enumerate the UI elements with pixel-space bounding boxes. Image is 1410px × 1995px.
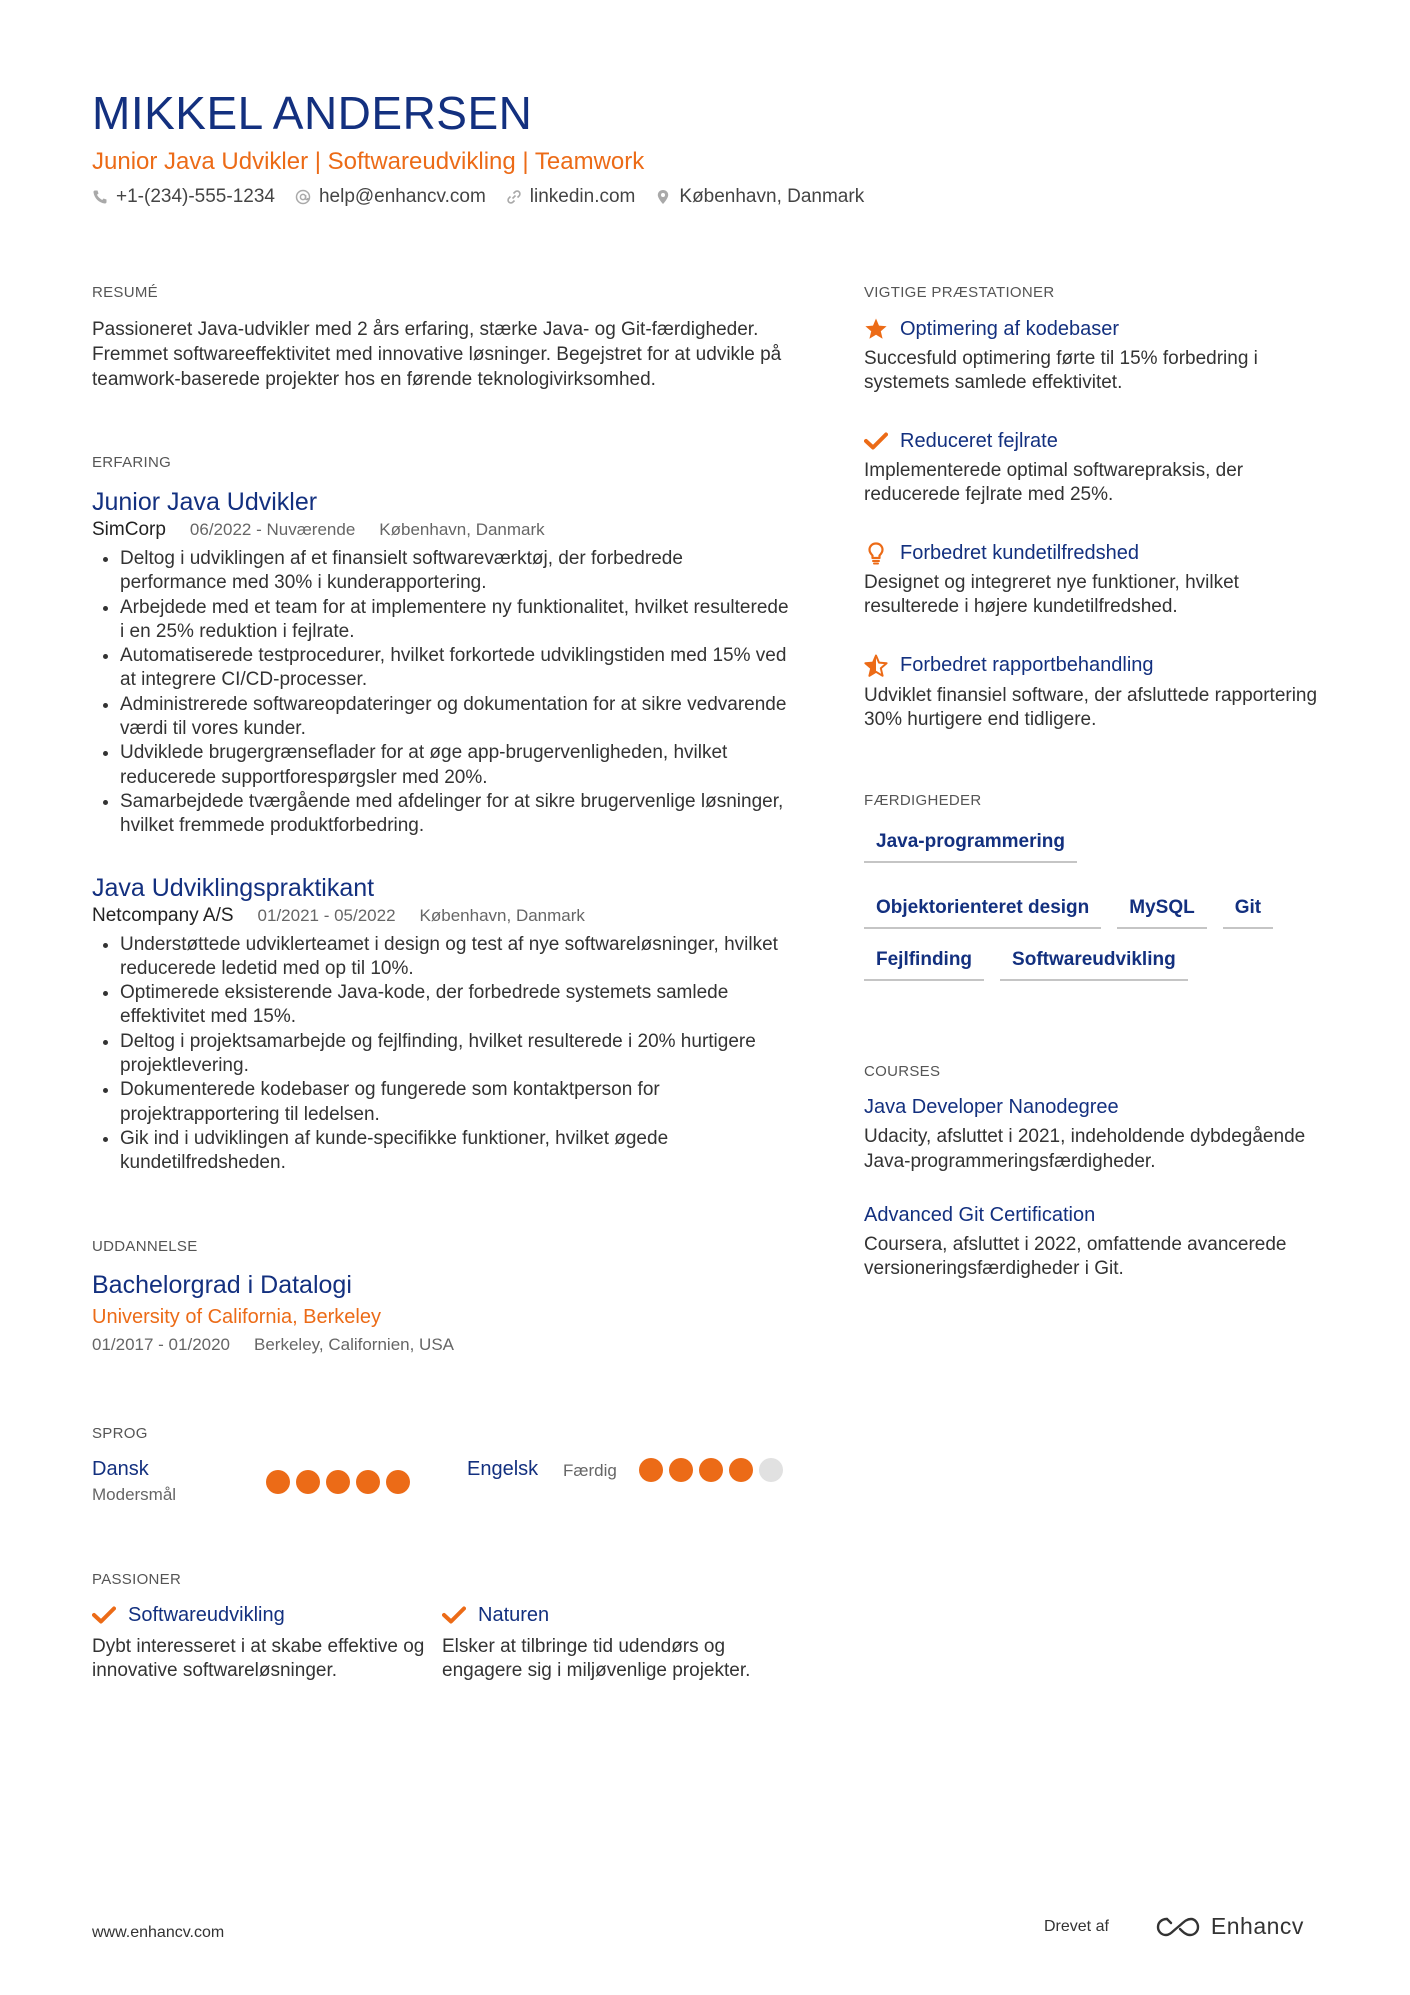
brand-name: Enhancv — [1210, 1913, 1304, 1939]
skill-tag: Fejlfinding — [864, 943, 984, 981]
rating-dot-empty — [759, 1458, 783, 1482]
achievement-text: Succesfuld optimering førte til 15% forbedring i systemets samlede effektivitet. — [864, 348, 1258, 394]
passions-section — [92, 1571, 792, 1684]
languages-title: SPROG — [92, 1424, 148, 1442]
languages-section — [92, 1425, 792, 1505]
course-item — [864, 1204, 1334, 1282]
achievement-head — [864, 541, 1334, 565]
courses-title: COURSES — [864, 1063, 941, 1081]
edu-school: University of California, Berkeley — [92, 1305, 381, 1328]
contact-location — [655, 186, 864, 208]
rating-dot-filled — [326, 1470, 350, 1494]
rating-dot-filled — [669, 1458, 693, 1482]
summary-text: Passioneret Java-udvikler med 2 års erfaring, stærke Java- og Git-færdigheder. Fremmet softwareeffektivitet med innovative løsninger. Begejstret for at udvikle på teamwork-baserede projekter hos en førende teknologivirksomhed. — [92, 319, 782, 390]
job-meta — [92, 905, 792, 927]
achievement-text: Udviklet finansiel software, der afsluttede rapportering 30% hurtigere end tidligere. — [864, 684, 1318, 731]
language-list — [92, 1458, 792, 1505]
summary-title: RESUMÉ — [92, 284, 158, 301]
contact-email[interactable] — [295, 186, 486, 208]
passion-item — [92, 1604, 442, 1684]
phone-icon — [92, 189, 108, 205]
passion-list — [92, 1604, 792, 1684]
education-section — [92, 1238, 792, 1355]
achievement-title: Forbedret kundetilfredshed — [900, 541, 1140, 564]
achievement-title: Forbedret rapportbehandling — [900, 654, 1154, 677]
job-role: Java Udviklingspraktikant — [92, 873, 375, 902]
achievements-section — [864, 284, 1334, 732]
achievement-title: Optimering af kodebaser — [900, 317, 1120, 340]
skill-tag: Java-programmering — [864, 825, 1077, 863]
job-bullet: • Deltog i projektsamarbejde og fejlfinding, hvilket resulterede i 20% hurtigere projektlevering. — [120, 1030, 792, 1079]
job-dates: 01/2021 - 05/2022 — [257, 905, 396, 925]
passion-text: Elsker at tilbringe tid udendørs og engagere sig i miljøvenlige projekter. — [442, 1635, 751, 1681]
skill-list — [864, 825, 1334, 981]
footer-website[interactable]: www.enhancv.com — [92, 1924, 225, 1941]
job-bullets — [92, 547, 792, 839]
location-text: København, Danmark — [679, 186, 865, 207]
email-text: help@enhancv.com — [318, 186, 486, 207]
achievement-item — [864, 430, 1334, 508]
job-bullets — [92, 933, 792, 1176]
achievement-head — [864, 317, 1334, 341]
experience-title: ERFARING — [92, 454, 172, 471]
job-bullet: • Automatiserede testprocedurer, hvilket forkortede udviklingstiden med 15% ved at integrere CI/CD-processer. — [120, 644, 792, 693]
achievement-head — [864, 430, 1334, 453]
headline: Junior Java Udvikler | Softwareudvikling | Teamwork — [92, 148, 645, 175]
linkedin-text: linkedin.com — [529, 186, 636, 207]
edu-meta — [92, 1335, 792, 1355]
skill-tag: Objektorienteret design — [864, 891, 1101, 929]
rating-dot-filled — [639, 1458, 663, 1482]
edu-degree: Bachelorgrad i Datalogi — [92, 1270, 352, 1299]
course-text: Udacity, afsluttet i 2021, indeholdende dybdegående Java-programmeringsfærdigheder. — [864, 1126, 1306, 1172]
check-icon — [442, 1606, 466, 1624]
language-rating — [639, 1458, 783, 1482]
job-location: København, Danmark — [379, 520, 545, 539]
star-half-icon — [864, 654, 888, 678]
job-entry — [92, 487, 792, 839]
candidate-name: MIKKEL ANDERSEN — [92, 87, 533, 139]
summary-section — [92, 284, 792, 392]
course-title: Advanced Git Certification — [864, 1203, 1096, 1226]
contact-phone[interactable] — [92, 186, 275, 208]
check-icon — [864, 431, 888, 451]
powered-by-text: Drevet af — [1044, 1917, 1109, 1935]
language-rating — [266, 1470, 410, 1494]
job-company: Netcompany A/S — [92, 904, 234, 926]
enhancv-logo-icon — [1155, 1915, 1201, 1939]
footer-branding — [1044, 1913, 1304, 1940]
passion-title: Naturen — [478, 1603, 550, 1626]
achievement-item — [864, 541, 1334, 620]
job-bullet: • Udviklede brugergrænseflader for at øge app-brugervenligheden, hvilket reducerede supportforespørgsler med 20%. — [120, 741, 792, 790]
edu-dates: 01/2017 - 01/2020 — [92, 1334, 231, 1354]
rating-dot-filled — [386, 1470, 410, 1494]
left-column — [92, 284, 792, 1683]
achievement-text: Designet og integreret nye funktioner, hvilket resulterede i højere kundetilfredshed. — [864, 572, 1239, 618]
language-name: Dansk — [92, 1457, 149, 1480]
edu-location: Berkeley, Californien, USA — [254, 1334, 455, 1354]
language-item — [467, 1458, 783, 1505]
enhancv-logo[interactable] — [1155, 1913, 1304, 1940]
contact-linkedin[interactable] — [506, 186, 636, 208]
courses-section — [864, 1063, 1334, 1281]
job-bullet: • Understøttede udviklerteamet i design og test af nye softwareløsninger, hvilket reducerede ledetid med op til 10%. — [120, 933, 792, 982]
job-meta — [92, 519, 792, 541]
language-item — [92, 1458, 467, 1505]
job-dates: 06/2022 - Nuværende — [189, 520, 356, 539]
achievement-title: Reduceret fejlrate — [900, 429, 1058, 452]
job-bullet: • Gik ind i udviklingen af kunde-specifikke funktioner, hvilket øgede kundetilfredsheden. — [120, 1127, 792, 1176]
job-location: København, Danmark — [419, 905, 585, 925]
course-title: Java Developer Nanodegree — [864, 1096, 1119, 1119]
achievements-title: VIGTIGE PRÆSTATIONER — [864, 284, 1055, 301]
at-icon — [295, 189, 311, 205]
course-item — [864, 1096, 1334, 1174]
job-role: Junior Java Udvikler — [92, 488, 318, 516]
achievement-head — [864, 654, 1334, 678]
right-column — [864, 284, 1334, 1312]
phone-text: +1-(234)-555-1234 — [116, 186, 275, 207]
skill-tag: MySQL — [1117, 891, 1206, 929]
course-text: Coursera, afsluttet i 2022, omfattende avancerede versioneringsfærdigheder i Git. — [864, 1233, 1287, 1280]
job-bullet: • Deltog i udviklingen af et finansielt softwareværktøj, der forbedrede performance med 30% i kunderapportering. — [120, 547, 792, 596]
passion-text: Dybt interesseret i at skabe effektive og innovative softwareløsninger. — [92, 1635, 425, 1681]
rating-dot-filled — [296, 1470, 320, 1494]
check-icon — [92, 1606, 116, 1624]
rating-dot-filled — [729, 1458, 753, 1482]
achievement-item — [864, 654, 1334, 733]
language-level: Færdig — [563, 1460, 617, 1480]
star-icon — [864, 317, 888, 341]
rating-dot-filled — [356, 1470, 380, 1494]
passion-title: Softwareudvikling — [128, 1603, 285, 1626]
achievement-item — [864, 317, 1334, 396]
lightbulb-icon — [864, 541, 888, 565]
skill-tag: Git — [1223, 891, 1273, 929]
experience-section — [92, 454, 792, 1176]
job-bullet: • Samarbejdede tværgående med afdelinger for at sikre brugervenlige løsninger, hvilket fremmede produktforbedring. — [120, 790, 792, 839]
location-pin-icon — [655, 189, 671, 205]
link-icon — [506, 189, 522, 205]
job-bullet: • Arbejdede med et team for at implementere ny funktionalitet, hvilket resulterede i en 25% reduktion i fejlrate. — [120, 596, 792, 645]
job-company: SimCorp — [92, 519, 166, 540]
contact-bar — [92, 186, 864, 208]
job-bullet: • Dokumenterede kodebaser og fungerede som kontaktperson for projektrapportering til ledelsen. — [120, 1078, 792, 1127]
job-bullet: • Administrerede softwareopdateringer og dokumentation for at sikre vedvarende værdi til vores kunder. — [120, 693, 792, 742]
passion-item — [442, 1604, 792, 1684]
passion-head — [92, 1604, 442, 1627]
rating-dot-filled — [699, 1458, 723, 1482]
education-title: UDDANNELSE — [92, 1237, 198, 1255]
job-bullet: • Optimerede eksisterende Java-kode, der forbedrede systemets samlede effektivitet med 15%. — [120, 981, 792, 1030]
skills-section — [864, 792, 1334, 981]
skill-tag: Softwareudvikling — [1000, 943, 1188, 981]
passions-title: PASSIONER — [92, 1570, 182, 1588]
rating-dot-filled — [266, 1470, 290, 1494]
language-level: Modersmål — [92, 1484, 177, 1504]
skills-title: FÆRDIGHEDER — [864, 792, 982, 810]
achievement-text: Implementerede optimal softwarepraksis, der reducerede fejlrate med 25%. — [864, 459, 1244, 505]
job-entry — [92, 873, 792, 1176]
passion-head — [442, 1604, 792, 1627]
language-name: Engelsk — [467, 1457, 539, 1480]
